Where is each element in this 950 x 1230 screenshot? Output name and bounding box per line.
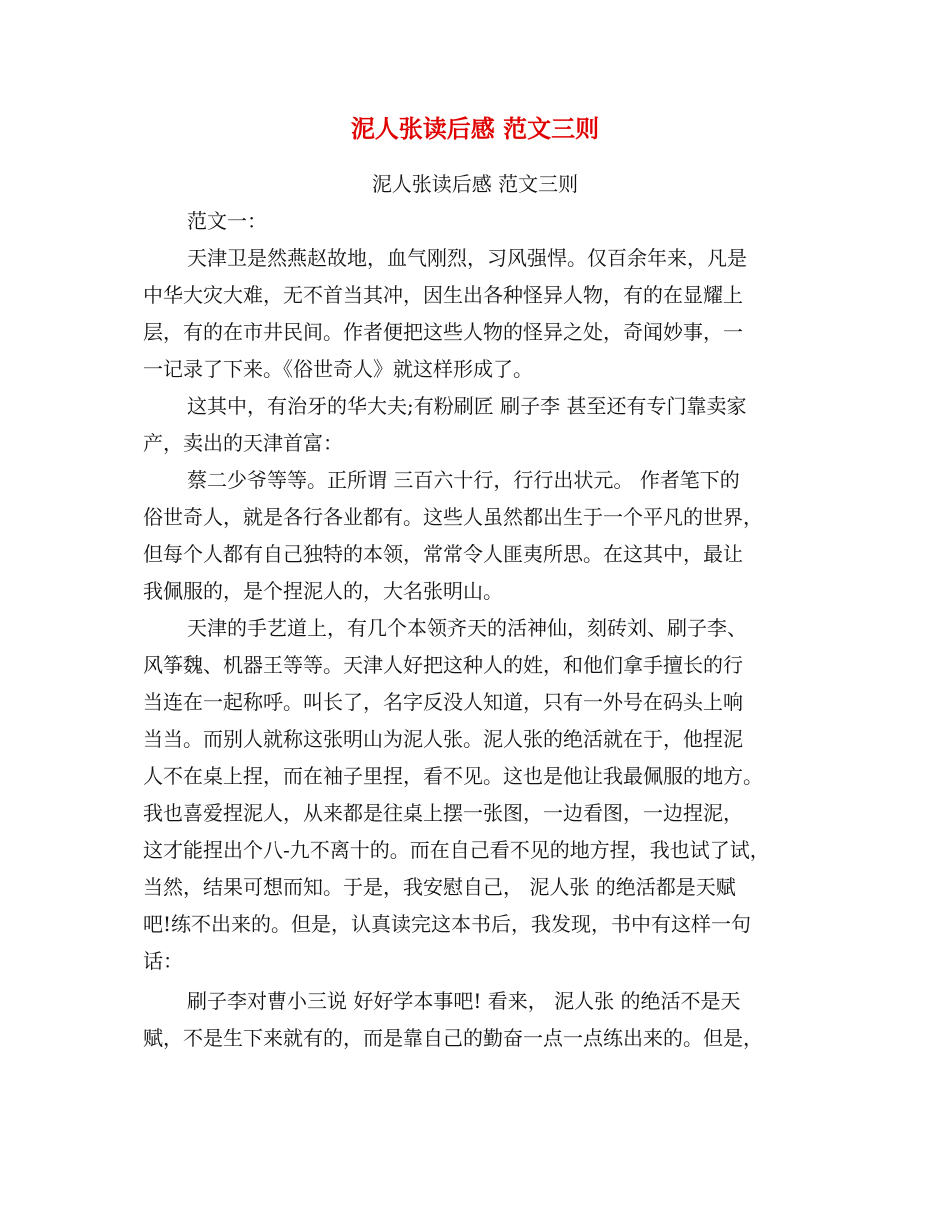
document-subtitle: 泥人张读后感 范文三则 — [371, 172, 579, 196]
text-line: 我佩服的，是个捏泥人的，大名张明山。 — [143, 579, 503, 603]
text-line: 天津的手艺道上，有几个本领齐天的活神仙，刻砖刘、刷子李、 — [187, 616, 747, 640]
text-line: 层，有的在市井民间。作者便把这些人物的怪异之处，奇闻妙事，一 — [143, 320, 743, 344]
document-title: 泥人张读后感 范文三则 — [350, 114, 600, 143]
text-line: 俗世奇人，就是各行各业都有。这些人虽然都出生于一个平凡的世界， — [143, 505, 763, 529]
text-line: 话： — [143, 949, 183, 973]
text-line: 蔡二少爷等等。正所谓 三百六十行，行行出状元。 作者笔下的 — [187, 468, 740, 492]
text-line: 一记录了下来。《俗世奇人》就这样形成了。 — [143, 357, 533, 381]
text-line: 天津卫是然燕赵故地，血气刚烈，习风强悍。仅百余年来，凡是 — [187, 246, 747, 270]
text-line: 吧!练不出来的。但是，认真读完这本书后，我发现，书中有这样一句 — [143, 912, 752, 936]
text-line: 风筝魏、机器王等等。天津人好把这种人的姓，和他们拿手擅长的行 — [143, 653, 743, 677]
text-line: 这其中，有治牙的华大夫;有粉刷匠 刷子李 甚至还有专门靠卖家 — [187, 394, 747, 418]
text-line: 中华大灾大难，无不首当其冲，因生出各种怪异人物，有的在显耀上 — [143, 283, 743, 307]
text-line: 人不在桌上捏，而在袖子里捏，看不见。这也是他让我最佩服的地方。 — [143, 764, 763, 788]
text-line: 当连在一起称呼。叫长了，名字反没人知道，只有一外号在码头上响 — [143, 690, 743, 714]
text-line: 但每个人都有自己独特的本领，常常令人匪夷所思。在这其中，最让 — [143, 542, 743, 566]
section-heading: 范文一： — [187, 209, 267, 233]
text-line: 当当。而别人就称这张明山为泥人张。泥人张的绝活就在于，他捏泥 — [143, 727, 743, 751]
text-line: 刷子李对曹小三说 好好学本事吧! 看来， 泥人张 的绝活不是天 — [187, 989, 741, 1013]
text-line: 赋，不是生下来就有的，而是靠自己的勤奋一点一点练出来的。但是， — [143, 1026, 763, 1050]
text-line: 产，卖出的天津首富： — [143, 431, 343, 455]
text-line: 我也喜爱捏泥人，从来都是往桌上摆一张图，一边看图，一边捏泥， — [143, 801, 743, 825]
text-line: 这才能捏出个八-九不离十的。而在自己看不见的地方捏，我也试了试， — [143, 838, 770, 862]
text-line: 当然，结果可想而知。于是，我安慰自己， 泥人张 的绝活都是天赋 — [143, 875, 736, 899]
